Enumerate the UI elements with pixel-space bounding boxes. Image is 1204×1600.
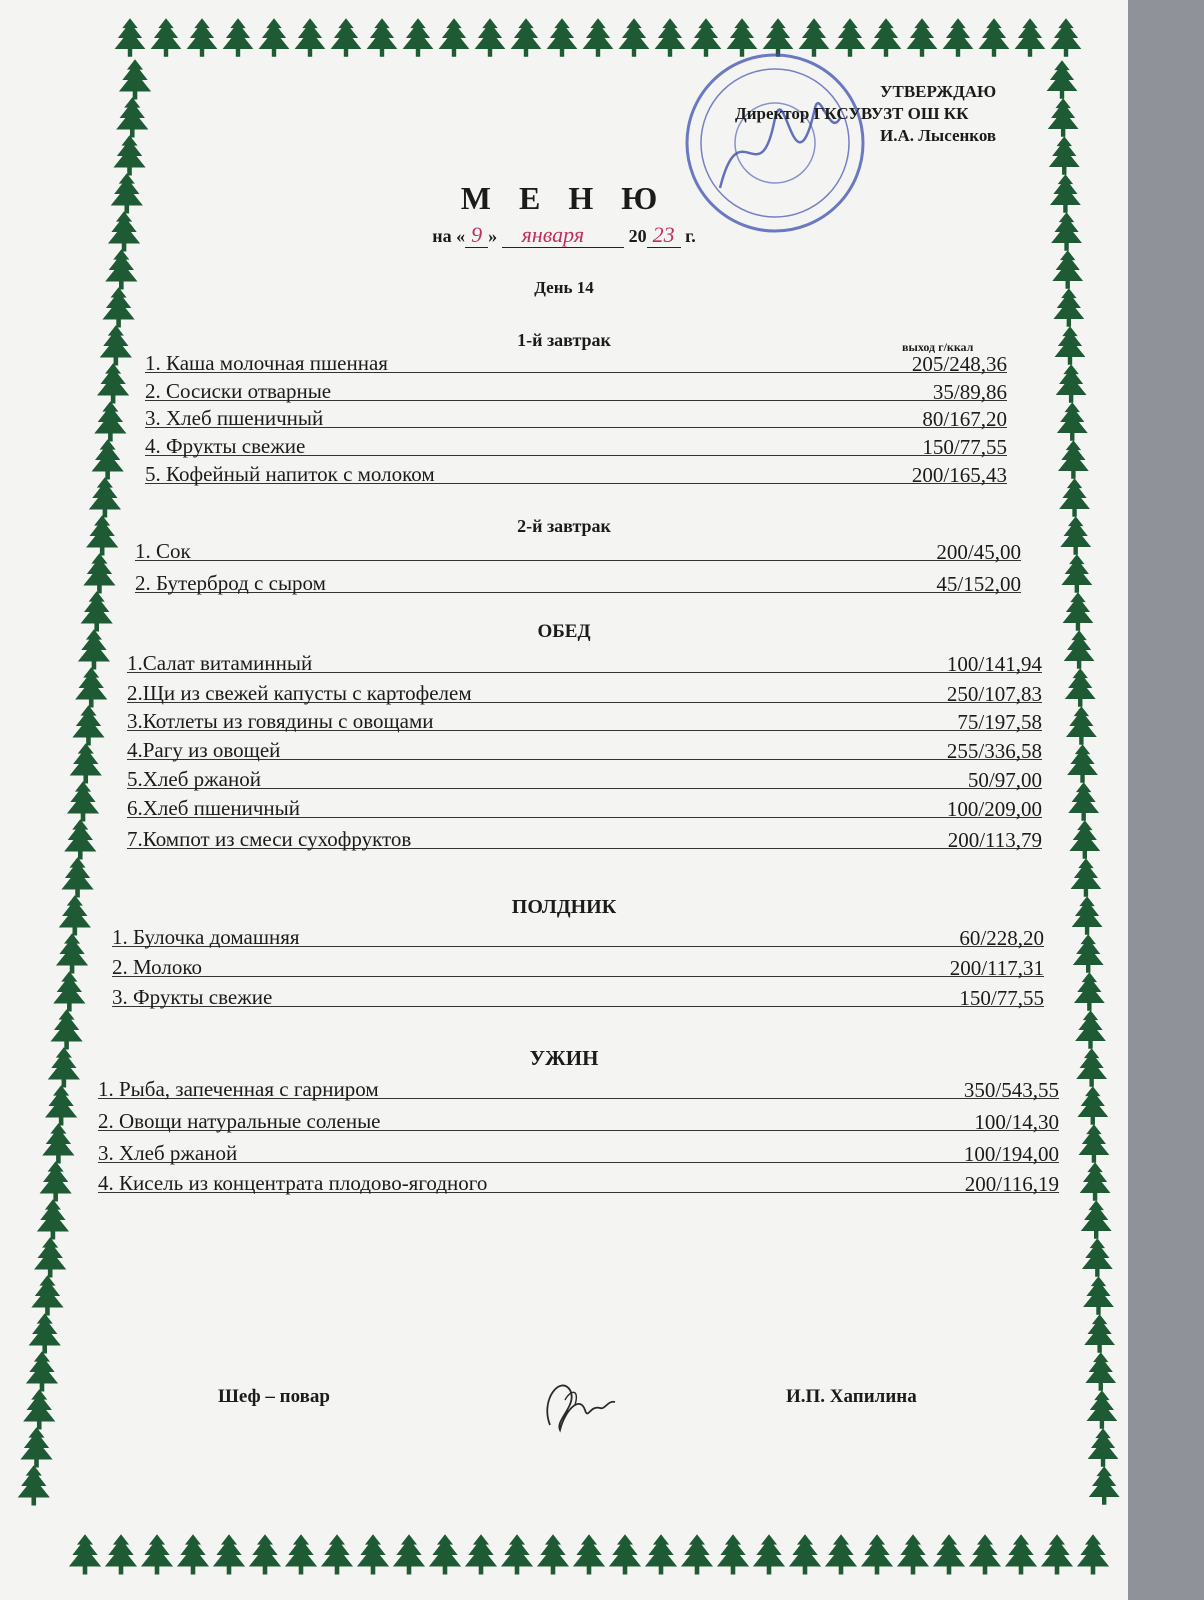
christmas-tree-icon bbox=[31, 1275, 63, 1315]
dish-name: 1. Каша молочная пшенная bbox=[145, 351, 388, 375]
christmas-tree-icon bbox=[475, 18, 506, 57]
dish-name: 2. Овощи натуральные соленые bbox=[98, 1109, 381, 1133]
dish-name: 2.Щи из свежей капусты с картофелем bbox=[127, 681, 472, 705]
approval-line-3: И.А. Лысенков bbox=[880, 126, 997, 145]
dish-yield-kcal: 200/113,79 bbox=[947, 828, 1042, 852]
section-title: ПОЛДНИК bbox=[511, 896, 617, 918]
christmas-tree-icon bbox=[67, 781, 99, 821]
dish-name: 2. Сосиски отварные bbox=[145, 379, 332, 403]
christmas-tree-icon bbox=[943, 18, 974, 57]
christmas-tree-icon bbox=[83, 553, 115, 593]
chef-name: И.П. Хапилина bbox=[786, 1386, 917, 1407]
christmas-tree-icon bbox=[1059, 478, 1090, 517]
christmas-tree-icon bbox=[439, 18, 470, 57]
menu-row bbox=[127, 650, 1042, 676]
christmas-tree-icon bbox=[583, 18, 614, 57]
christmas-tree-icon bbox=[907, 18, 938, 57]
dish-name: 5. Кофейный напиток с молоком bbox=[145, 462, 435, 486]
christmas-tree-icon bbox=[97, 363, 129, 403]
christmas-tree-icon bbox=[20, 1427, 52, 1467]
dish-yield-kcal: 35/89,86 bbox=[932, 380, 1007, 404]
dish-yield-kcal: 205/248,36 bbox=[911, 352, 1007, 376]
date-middle: » bbox=[488, 226, 498, 246]
christmas-tree-icon bbox=[92, 439, 124, 479]
christmas-tree-icon bbox=[1088, 1428, 1119, 1467]
date-year-suffix: 23 bbox=[647, 222, 681, 248]
menu-date bbox=[0, 222, 1128, 248]
christmas-tree-icon bbox=[1087, 1390, 1118, 1429]
dish-yield-kcal: 150/77,55 bbox=[959, 986, 1044, 1010]
christmas-tree-icon bbox=[1081, 1200, 1112, 1239]
christmas-tree-icon bbox=[1056, 364, 1087, 403]
christmas-tree-icon bbox=[1084, 1314, 1115, 1353]
dish-yield-kcal: 150/77,55 bbox=[922, 435, 1007, 459]
dish-yield-kcal: 100/14,30 bbox=[974, 1110, 1059, 1134]
dish-yield-kcal: 45/152,00 bbox=[936, 572, 1021, 596]
dish-name: 5.Хлеб ржаной bbox=[127, 767, 261, 791]
signature bbox=[530, 1370, 620, 1440]
dish-name: 3. Хлеб пшеничный bbox=[145, 406, 324, 430]
dish-name: 4.Рагу из овощей bbox=[127, 738, 281, 762]
christmas-tree-icon bbox=[151, 18, 182, 57]
christmas-tree-icon bbox=[61, 857, 93, 897]
dish-name: 1. Сок bbox=[135, 539, 191, 563]
christmas-tree-icon bbox=[89, 477, 121, 517]
christmas-tree-icon bbox=[547, 18, 578, 57]
christmas-tree-icon bbox=[56, 933, 88, 973]
menu-row bbox=[135, 538, 1021, 564]
christmas-tree-icon bbox=[69, 1534, 101, 1574]
christmas-tree-icon bbox=[871, 18, 902, 57]
christmas-tree-icon bbox=[465, 1534, 497, 1574]
menu-row bbox=[127, 766, 1042, 792]
dish-yield-kcal: 80/167,20 bbox=[922, 407, 1007, 431]
christmas-tree-icon bbox=[119, 59, 151, 99]
christmas-tree-icon bbox=[789, 1534, 821, 1574]
christmas-tree-icon bbox=[116, 97, 148, 137]
christmas-tree-icon bbox=[141, 1534, 173, 1574]
christmas-tree-icon bbox=[1089, 1466, 1120, 1505]
christmas-tree-icon bbox=[1073, 934, 1104, 973]
christmas-tree-icon bbox=[357, 1534, 389, 1574]
christmas-tree-icon bbox=[1058, 440, 1089, 479]
menu-row bbox=[112, 924, 1044, 950]
dish-name: 6.Хлеб пшеничный bbox=[127, 796, 301, 820]
date-year-prefix: 20 bbox=[628, 226, 647, 246]
christmas-tree-icon bbox=[861, 1534, 893, 1574]
christmas-tree-icon bbox=[1061, 554, 1092, 593]
dish-yield-kcal: 350/543,55 bbox=[963, 1078, 1059, 1102]
dish-name: 4. Кисель из концентрата плодово-ягодного bbox=[98, 1171, 488, 1195]
christmas-tree-icon bbox=[1069, 820, 1100, 859]
christmas-tree-icon bbox=[609, 1534, 641, 1574]
christmas-tree-icon bbox=[53, 971, 85, 1011]
christmas-tree-icon bbox=[295, 18, 326, 57]
christmas-tree-icon bbox=[501, 1534, 533, 1574]
yield-header: выход г/ккал bbox=[902, 340, 974, 354]
menu-row bbox=[98, 1170, 1059, 1196]
section-title: ОБЕД bbox=[537, 621, 591, 642]
christmas-tree-icon bbox=[1071, 858, 1102, 897]
menu-row bbox=[127, 795, 1042, 821]
christmas-tree-icon bbox=[285, 1534, 317, 1574]
chef-role: Шеф – повар bbox=[218, 1386, 330, 1407]
christmas-tree-icon bbox=[40, 1161, 72, 1201]
menu-row bbox=[145, 461, 1007, 487]
christmas-tree-icon bbox=[933, 1534, 965, 1574]
christmas-tree-icon bbox=[1015, 18, 1046, 57]
christmas-tree-icon bbox=[1083, 1276, 1114, 1315]
dish-name: 1.Салат витаминный bbox=[127, 651, 313, 675]
date-day: 9 bbox=[465, 222, 488, 248]
christmas-tree-icon bbox=[1051, 18, 1082, 57]
dish-yield-kcal: 100/194,00 bbox=[963, 1142, 1059, 1166]
menu-row bbox=[145, 433, 1007, 459]
menu-row bbox=[135, 570, 1021, 596]
menu-row bbox=[127, 737, 1042, 763]
christmas-tree-icon bbox=[1057, 402, 1088, 441]
christmas-tree-icon bbox=[51, 1009, 83, 1049]
dish-name: 2. Молоко bbox=[112, 955, 202, 979]
christmas-tree-icon bbox=[23, 1389, 55, 1429]
christmas-tree-icon bbox=[1005, 1534, 1037, 1574]
christmas-tree-icon bbox=[187, 18, 218, 57]
christmas-tree-icon bbox=[45, 1085, 77, 1125]
christmas-tree-icon bbox=[72, 705, 104, 745]
christmas-tree-icon bbox=[753, 1534, 785, 1574]
section-title: 1-й завтрак bbox=[517, 330, 611, 350]
christmas-tree-icon bbox=[177, 1534, 209, 1574]
christmas-tree-icon bbox=[37, 1199, 69, 1239]
menu-row bbox=[112, 954, 1044, 980]
christmas-tree-icon bbox=[26, 1351, 58, 1391]
menu-row bbox=[127, 680, 1042, 706]
dish-yield-kcal: 75/197,58 bbox=[957, 710, 1042, 734]
date-suffix: г. bbox=[685, 226, 696, 246]
menu-row bbox=[145, 378, 1007, 404]
christmas-tree-icon bbox=[249, 1534, 281, 1574]
dish-name: 3. Фрукты свежие bbox=[112, 985, 273, 1009]
christmas-tree-icon bbox=[1079, 1124, 1110, 1163]
christmas-tree-icon bbox=[223, 18, 254, 57]
section-title: УЖИН bbox=[529, 1046, 599, 1070]
christmas-tree-icon bbox=[1065, 668, 1096, 707]
dish-yield-kcal: 255/336,58 bbox=[946, 739, 1042, 763]
date-prefix: на « bbox=[432, 226, 466, 246]
christmas-tree-icon bbox=[1047, 60, 1078, 98]
christmas-tree-icon bbox=[1068, 782, 1099, 821]
menu-row bbox=[98, 1108, 1059, 1134]
christmas-tree-icon bbox=[897, 1534, 929, 1574]
christmas-tree-icon bbox=[1066, 706, 1097, 745]
christmas-tree-icon bbox=[979, 18, 1010, 57]
christmas-tree-icon bbox=[1074, 972, 1105, 1011]
date-month: января bbox=[502, 222, 624, 248]
day-label: День 14 bbox=[534, 278, 594, 297]
dish-yield-kcal: 250/107,83 bbox=[946, 682, 1042, 706]
dish-yield-kcal: 60/228,20 bbox=[959, 926, 1044, 950]
dish-yield-kcal: 100/209,00 bbox=[946, 797, 1042, 821]
dish-name: 7.Компот из смеси сухофруктов bbox=[127, 827, 412, 851]
christmas-tree-icon bbox=[259, 18, 290, 57]
christmas-tree-icon bbox=[681, 1534, 713, 1574]
christmas-tree-icon bbox=[105, 1534, 137, 1574]
christmas-tree-icon bbox=[537, 1534, 569, 1574]
christmas-tree-icon bbox=[1049, 136, 1080, 175]
christmas-tree-icon bbox=[1082, 1238, 1113, 1277]
dish-name: 1. Рыба, запеченная с гарниром bbox=[98, 1077, 379, 1101]
dish-yield-kcal: 50/97,00 bbox=[967, 768, 1042, 792]
christmas-tree-icon bbox=[331, 18, 362, 57]
christmas-tree-icon bbox=[1077, 1534, 1109, 1574]
christmas-tree-icon bbox=[34, 1237, 66, 1277]
christmas-tree-icon bbox=[29, 1313, 61, 1353]
dish-yield-kcal: 200/45,00 bbox=[936, 540, 1021, 564]
christmas-tree-icon bbox=[1041, 1534, 1073, 1574]
menu-row bbox=[145, 405, 1007, 431]
dish-name: 3. Хлеб ржаной bbox=[98, 1141, 238, 1165]
christmas-tree-icon bbox=[1048, 98, 1079, 137]
dish-yield-kcal: 100/141,94 bbox=[946, 652, 1042, 676]
christmas-tree-icon bbox=[1080, 1162, 1111, 1201]
christmas-tree-icon bbox=[511, 18, 542, 57]
approval-line-1: УТВЕРЖДАЮ bbox=[880, 82, 997, 101]
menu-row bbox=[145, 350, 1007, 376]
christmas-tree-icon bbox=[1075, 1010, 1106, 1048]
christmas-tree-icon bbox=[717, 1534, 749, 1574]
christmas-tree-icon bbox=[113, 135, 145, 175]
dish-name: 1. Булочка домашняя bbox=[112, 925, 300, 949]
approval-line-2: Директор ГКСУВУЗТ ОШ КК bbox=[735, 104, 969, 123]
christmas-tree-icon bbox=[1067, 744, 1098, 783]
dish-name: 3.Котлеты из говядины с овощами bbox=[127, 709, 434, 733]
dish-yield-kcal: 200/117,31 bbox=[949, 956, 1044, 980]
christmas-tree-icon bbox=[645, 1534, 677, 1574]
christmas-tree-icon bbox=[1077, 1086, 1108, 1125]
christmas-tree-icon bbox=[429, 1534, 461, 1574]
menu-title: М Е Н Ю bbox=[460, 180, 668, 216]
christmas-tree-icon bbox=[94, 401, 126, 441]
christmas-tree-icon bbox=[825, 1534, 857, 1574]
christmas-tree-icon bbox=[367, 18, 398, 57]
christmas-tree-icon bbox=[969, 1534, 1001, 1574]
christmas-tree-icon bbox=[115, 18, 146, 57]
menu-row bbox=[127, 826, 1042, 852]
christmas-tree-icon bbox=[1085, 1352, 1116, 1391]
christmas-tree-icon bbox=[70, 743, 102, 783]
menu-row bbox=[98, 1076, 1059, 1102]
menu-row bbox=[98, 1140, 1059, 1166]
christmas-tree-icon bbox=[393, 1534, 425, 1574]
menu-row bbox=[127, 708, 1042, 734]
christmas-tree-icon bbox=[42, 1123, 74, 1163]
christmas-tree-icon bbox=[619, 18, 650, 57]
dish-name: 4. Фрукты свежие bbox=[145, 434, 306, 458]
dish-name: 2. Бутерброд с сыром bbox=[135, 571, 326, 595]
christmas-tree-icon bbox=[18, 1465, 50, 1505]
christmas-tree-icon bbox=[75, 667, 107, 707]
christmas-tree-icon bbox=[213, 1534, 245, 1574]
dish-yield-kcal: 200/116,19 bbox=[964, 1172, 1059, 1196]
section-title: 2-й завтрак bbox=[517, 516, 611, 536]
christmas-tree-icon bbox=[64, 819, 96, 859]
menu-row bbox=[112, 984, 1044, 1010]
christmas-tree-icon bbox=[573, 1534, 605, 1574]
christmas-tree-icon bbox=[403, 18, 434, 57]
dish-yield-kcal: 200/165,43 bbox=[911, 463, 1007, 487]
christmas-tree-icon bbox=[321, 1534, 353, 1574]
